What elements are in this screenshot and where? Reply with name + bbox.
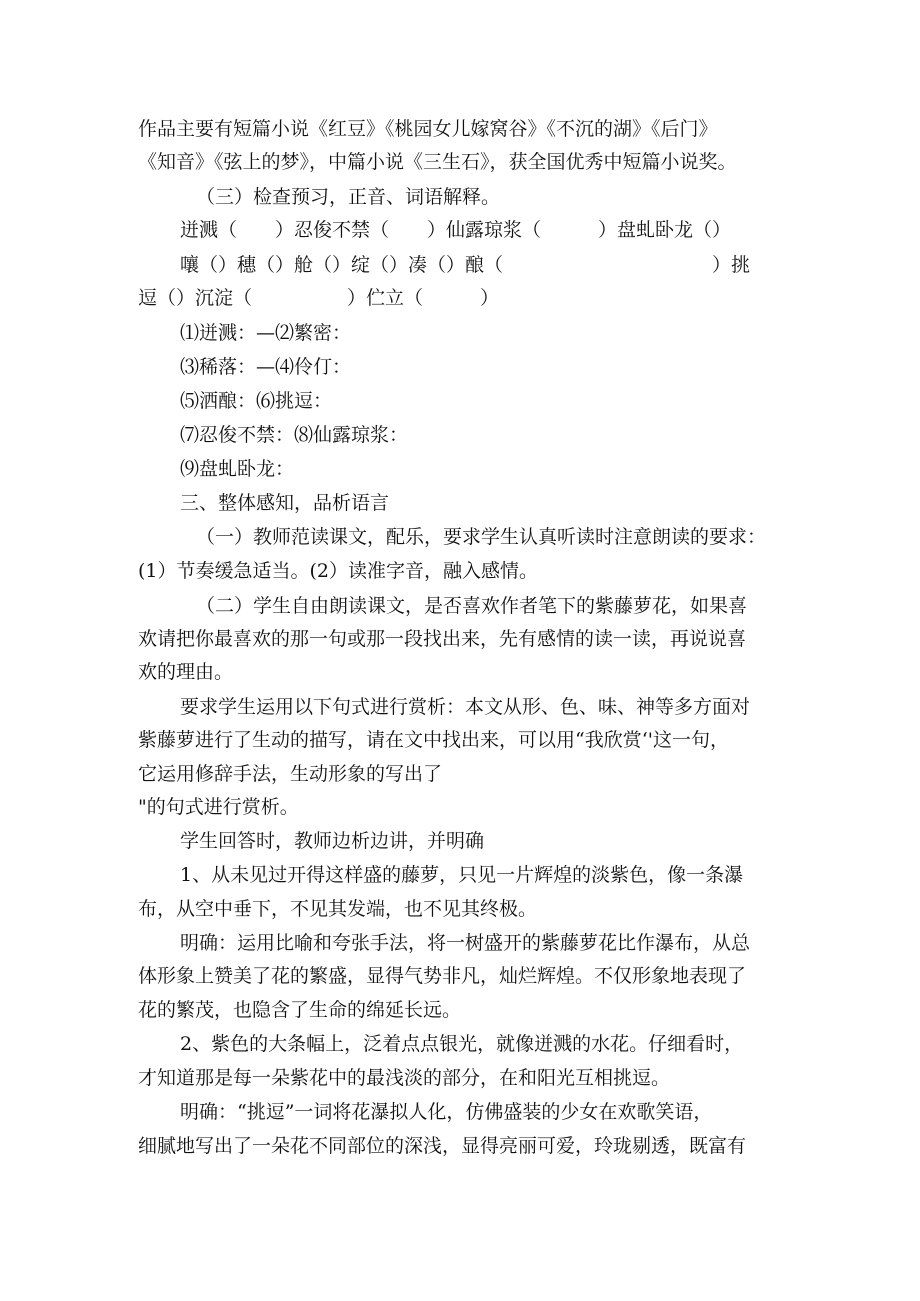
text-line-analysis-2a: 明确：“挑逗”一词将花瀑拟人化，仿佛盛装的少女在欢歌笑语， bbox=[180, 1101, 713, 1123]
vocab-item-5: ⑼盘虬卧龙： bbox=[180, 458, 295, 480]
text-line-quote-2b: 才知道那是每一朵紫花中的最浅淡的部分，在和阳光互相挑逗。 bbox=[138, 1067, 671, 1089]
section-heading-preview: （三）检查预习，正音、词语解释。 bbox=[196, 186, 501, 208]
text-line-analysis-2b: 细腻地写出了一朵花不同部位的深浅，显得亮丽可爱，玲珑剔透，既富有 bbox=[138, 1135, 747, 1157]
text-line-quote-1a: 1、从未见过开得这样盛的藤萝，只见一片辉煌的淡紫色，像一条瀑 bbox=[180, 864, 744, 886]
text-line-analysis-1c: 花的繁茂，也隐含了生命的绵延长远。 bbox=[138, 999, 462, 1021]
text-line-quote-1b: 布，从空中垂下，不见其发端，也不见其终极。 bbox=[138, 898, 538, 920]
text-line-free-2: 欢请把你最喜欢的那一句或那一段找出来，先有感情的读一读，再说说喜 bbox=[138, 628, 747, 650]
text-line-answer-intro: 学生回答时，教师边析边讲，并明确 bbox=[180, 830, 485, 852]
text-line-free-1: （二）学生自由朗读课文，是否喜欢作者笔下的紫藤萝花，如果喜 bbox=[196, 595, 748, 617]
text-line-read-2: (1）节奏缓急适当。(2）读准字音，融入感情。 bbox=[138, 560, 539, 582]
vocab-item-3: ⑸洒酿：⑹挑逗： bbox=[180, 390, 333, 412]
text-line-quote-2a: 2、紫色的大条幅上，泛着点点银光，就像迸溅的水花。仔细看时， bbox=[180, 1033, 744, 1055]
section-heading-overall: 三、整体感知，品析语言 bbox=[180, 492, 390, 514]
text-line-pinyin-2: 嚷（）穗（）舱（）绽（）凑（）酿（ ）挑 bbox=[180, 254, 751, 276]
text-line-pinyin-3: 逗（）沉淀（ ）伫立（ ） bbox=[138, 287, 500, 309]
vocab-item-2: ⑶稀落：—⑷伶仃： bbox=[180, 356, 352, 378]
text-line-read-1: （一）教师范读课文，配乐，要求学生认真听读时注意朗读的要求： bbox=[196, 526, 767, 548]
vocab-item-4: ⑺忍俊不禁：⑻仙露琼浆： bbox=[180, 424, 409, 446]
text-line-req-4: "的句式进行赏析。 bbox=[138, 796, 299, 818]
text-line-req-2: 紫藤萝进行了生动的描写，请在文中找出来，可以用“我欣赏‘'这一句， bbox=[138, 729, 729, 751]
text-line-req-3: 它运用修辞手法，生动形象的写出了 bbox=[138, 763, 443, 785]
text-line-analysis-1a: 明确：运用比喻和夸张手法，将一树盛开的紫藤萝花比作瀑布，从总 bbox=[180, 932, 751, 954]
text-line-2: 《知音》《弦上的梦》，中篇小说《三生石》，获全国优秀中短篇小说奖。 bbox=[138, 151, 737, 173]
vocab-item-1: ⑴迸溅：—⑵繁密： bbox=[180, 322, 352, 344]
text-line-analysis-1b: 体形象上赞美了花的繁盛，显得气势非凡，灿烂辉煌。不仅形象地表现了 bbox=[138, 965, 747, 987]
text-line-1: 作品主要有短篇小说《红豆》《桃园女儿嫁窝谷》《不沉的湖》《后门》 bbox=[138, 118, 718, 140]
text-line-pinyin-1: 迸溅（ ）忍俊不禁（ ）仙露琼浆（ ）盘虬卧龙（） bbox=[180, 219, 732, 241]
text-line-req-1: 要求学生运用以下句式进行赏析：本文从形、色、味、神等多方面对 bbox=[180, 696, 751, 718]
text-line-free-3: 欢的理由。 bbox=[138, 661, 234, 683]
